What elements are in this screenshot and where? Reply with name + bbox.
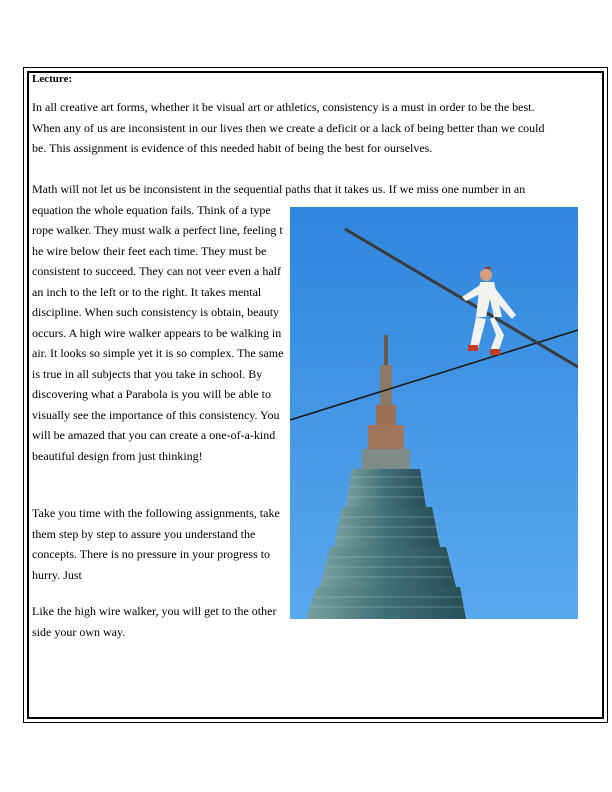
lecture-paragraph-2-wrap xyxy=(32,200,284,467)
lecture-paragraph-2-part-b: he wire below their feet each time. They must be consistent to succeed. They can not veer even a half an inch to the left or to the right. It takes mental discipline. When such consistency is obtain, beauty occurs. A high wire walker appears to be walking in air. It looks so simple yet it is so complex. The same is true in all subjects that you take in school. By discovering what a Parabola is you will be able to visually see the importance of this consistency. You will be amazed that you can create a one-of-a-kind beautiful design from just thinking! xyxy=(32,243,284,463)
photo-illustration xyxy=(290,207,578,619)
lecture-heading: Lecture: xyxy=(32,73,73,85)
lecture-paragraph-2-line-1: Math will not let us be inconsistent in the sequential paths that it takes us. If we miss one number in an xyxy=(32,182,526,196)
lecture-paragraph-4: Like the high wire walker, you will get to the other side your own way. xyxy=(32,604,277,639)
lecture-paragraph-2-part-a: equation the whole equation fails. Think of a type rope walker. They must walk a perfect line, feeling t xyxy=(32,202,283,237)
lecture-paragraph-3: Take you time with the following assignments, take them step by step to assure you understand the concepts. There is no pressure in your progress to hurry. Just xyxy=(32,506,280,582)
lecture-paragraph-1: In all creative art forms, whether it be visual art or athletics, consistency is a must in order to be the best. When any of us are inconsistent in our lives then we create a deficit or a lack of being better than we could be. This assignment is evidence of this needed habit of being the best for ourselves. xyxy=(32,100,545,155)
high-wire-walker-photo xyxy=(290,207,578,619)
